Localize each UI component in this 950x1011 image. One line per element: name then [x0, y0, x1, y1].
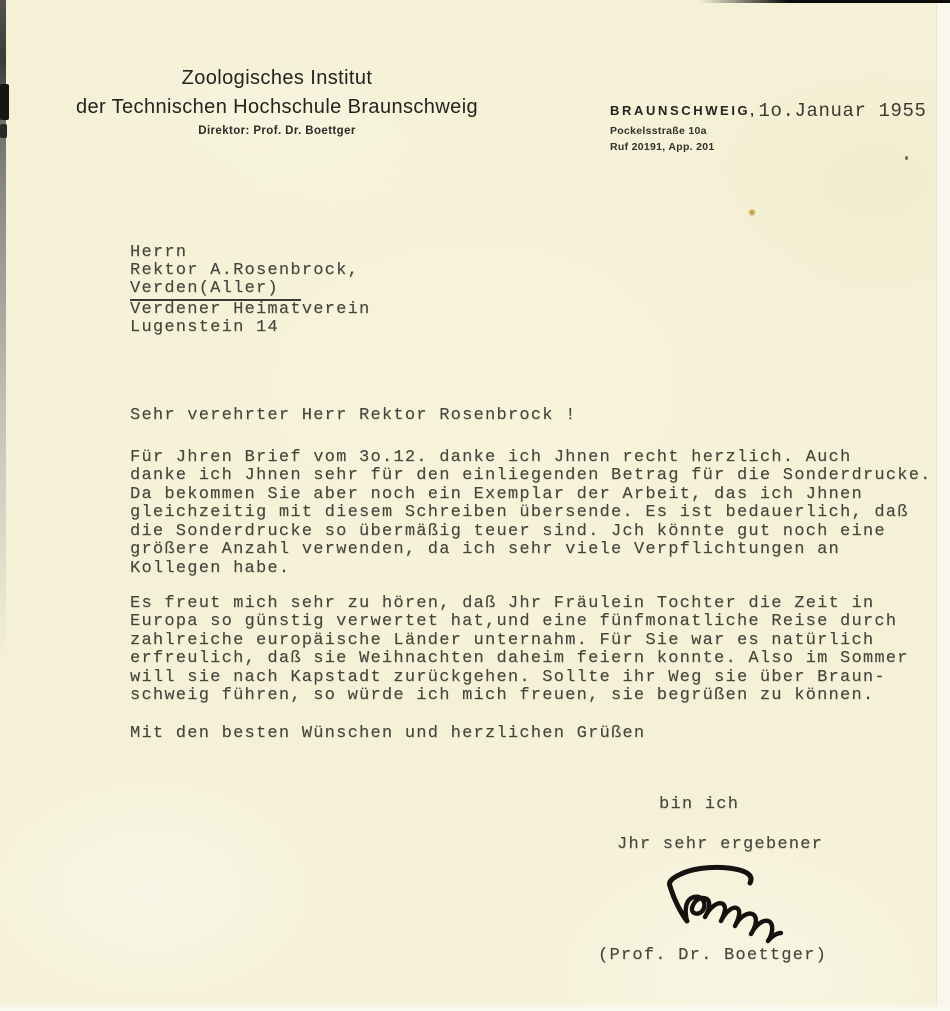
scanner-top-edge — [700, 0, 950, 3]
city-date-line — [610, 99, 927, 121]
institute-name-line1: Zoologisches Institut — [181, 67, 373, 89]
street-line: Pockelsstraße 10a — [610, 125, 707, 137]
letterhead-contact-block — [610, 99, 927, 155]
scan-speck — [905, 156, 908, 160]
signature-handwritten-icon — [622, 853, 862, 948]
typed-date: 1o.Januar 1955 — [758, 100, 927, 122]
recipient-lines-top: Herrn Rektor A.Rosenbrock, — [130, 243, 360, 281]
paper-stain — [748, 209, 756, 216]
scanner-edge-blob — [0, 124, 7, 138]
recipient-lines-bottom: Verdener Heimatverein Lugenstein 14 — [130, 299, 371, 337]
paper-bottom-edge — [0, 1003, 950, 1011]
city-label: BRAUNSCHWEIG, — [610, 103, 757, 118]
scanner-edge-blob — [0, 84, 9, 120]
recipient-city-line — [130, 280, 371, 300]
closing-phrase: Mit den besten Wünschen und herzlichen Grüßen — [130, 724, 646, 743]
letterhead — [47, 64, 507, 137]
body-paragraph-2: Es freut mich sehr zu hören, daß Jhr Fräulein Tochter die Zeit in Europa so günstig verwertet hat,und eine fünfmonatliche Reise durch zahlreiche europäische Länder unternahm. Für Sie war es natürlich erfreulich, daß sie Weihnachten daheim feiern konnte. Also im Sommer will sie nach Kapstadt zurückgehen. Sollte ihr Weg sie über Braun- schweig führen, so würde ich mich freuen, sie begrüßen zu können. — [130, 594, 909, 706]
director-line: Direktor: Prof. Dr. Boettger — [198, 125, 356, 137]
recipient-city-underlined: Verden(Aller) — [130, 280, 301, 300]
closing-bin-ich: bin ich — [659, 795, 740, 814]
recipient-address — [130, 244, 371, 337]
body-paragraph-1: Für Jhren Brief vom 3o.12. danke ich Jhnen recht herzlich. Auch danke ich Jhnen sehr für den einliegenden Betrag für die Sonderdrucke. Da bekommen Sie aber noch ein Exemplar der Arbeit, das ich Jhnen gleichzeitig mit diesem Schreiben übersende. Es ist bedauerlich, daß die Sonderdrucke so übermäßig teuer sind. Jch könnte gut noch eine größere Anzahl verwenden, da ich sehr viele Verpflichtungen an Kollegen habe. — [130, 448, 932, 578]
phone-line: Ruf 20191, App. 201 — [610, 140, 715, 153]
paper-right-edge — [936, 0, 950, 1011]
closing-ergebener: Jhr sehr ergebener — [617, 835, 824, 854]
salutation: Sehr verehrter Herr Rektor Rosenbrock ! — [130, 406, 577, 425]
signer-typed-name: (Prof. Dr. Boettger) — [598, 946, 828, 965]
institute-name-line2: der Technischen Hochschule Braunschweig — [75, 96, 479, 118]
